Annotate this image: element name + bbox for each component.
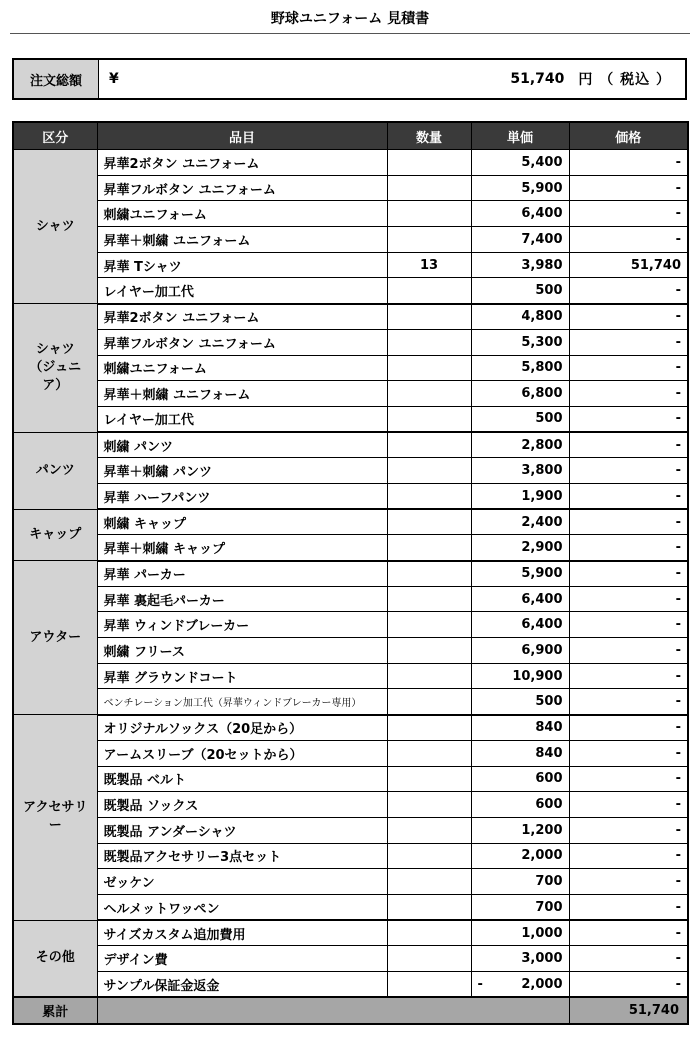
table-row <box>13 561 688 587</box>
price-cell: - <box>569 843 688 869</box>
unit-price-cell <box>471 561 569 587</box>
table-row <box>13 483 688 509</box>
unit-price-cell <box>471 663 569 689</box>
unit-price-cell <box>471 535 569 561</box>
price-cell: - <box>569 766 688 792</box>
unit-price-value: 600 <box>535 797 563 813</box>
item-name-cell: 昇華＋刺繍 パンツ <box>97 458 387 484</box>
item-name-cell: 昇華フルボタン ユニフォーム <box>97 329 387 355</box>
table-row <box>13 227 688 253</box>
unit-price-value: 1,200 <box>521 822 563 838</box>
unit-price-value: 2,000 <box>521 848 563 864</box>
table-row <box>13 843 688 869</box>
item-name-cell: 刺繍ユニフォーム <box>97 201 387 227</box>
unit-price-cell <box>471 252 569 278</box>
table-row <box>13 740 688 766</box>
price-cell: - <box>569 894 688 920</box>
table-row <box>13 406 688 432</box>
unit-price-cell <box>471 381 569 407</box>
item-name-cell: 刺繍 フリース <box>97 638 387 664</box>
unit-price-cell <box>471 946 569 972</box>
unit-price-cell <box>471 766 569 792</box>
price-cell: - <box>569 381 688 407</box>
item-name-cell: 昇華＋刺繍 ユニフォーム <box>97 227 387 253</box>
quantity-cell <box>387 920 471 946</box>
category-cell: アウター <box>13 561 97 715</box>
unit-price-cell <box>471 278 569 304</box>
unit-price-cell <box>471 638 569 664</box>
item-name-cell: アームスリーブ（20セットから） <box>97 740 387 766</box>
unit-price-value: 2,400 <box>521 514 563 530</box>
category-cell: キャップ <box>13 509 97 560</box>
unit-price-cell <box>471 689 569 715</box>
category-cell: アクセサリー <box>13 715 97 921</box>
quote-table-body <box>13 150 688 998</box>
price-cell: - <box>569 355 688 381</box>
table-row <box>13 201 688 227</box>
item-name-cell: デザイン費 <box>97 946 387 972</box>
order-total-amount-area <box>199 60 685 98</box>
price-cell: - <box>569 663 688 689</box>
unit-price-cell <box>471 612 569 638</box>
quantity-cell <box>387 406 471 432</box>
item-name-cell: 昇華 Tシャツ <box>97 252 387 278</box>
unit-price-value: 2,900 <box>521 539 563 555</box>
header-unit-price: 単価 <box>471 122 569 150</box>
table-row <box>13 715 688 741</box>
unit-price-cell <box>471 432 569 458</box>
unit-price-cell <box>471 817 569 843</box>
unit-price-value: 5,800 <box>521 360 563 376</box>
price-cell: - <box>569 329 688 355</box>
unit-price-value: 840 <box>535 745 563 761</box>
unit-price-value: 700 <box>535 899 563 915</box>
table-row <box>13 817 688 843</box>
quantity-cell <box>387 817 471 843</box>
unit-price-cell <box>471 894 569 920</box>
price-cell: - <box>569 740 688 766</box>
table-row <box>13 355 688 381</box>
price-cell: - <box>569 689 688 715</box>
unit-price-cell <box>471 792 569 818</box>
unit-price-value: 5,900 <box>521 180 563 196</box>
table-row <box>13 972 688 998</box>
quantity-cell <box>387 586 471 612</box>
unit-price-cell <box>471 586 569 612</box>
order-total-amount: 51,740 <box>510 71 565 87</box>
unit-price-value: 500 <box>535 411 563 427</box>
table-row <box>13 458 688 484</box>
unit-price-cell <box>471 329 569 355</box>
table-row <box>13 150 688 176</box>
unit-price-cell <box>471 175 569 201</box>
item-name-cell: サイズカスタム追加費用 <box>97 920 387 946</box>
item-name-cell: レイヤー加工代 <box>97 278 387 304</box>
title-divider <box>10 33 690 34</box>
quantity-cell <box>387 483 471 509</box>
table-row <box>13 175 688 201</box>
unit-price-value: 6,400 <box>521 206 563 222</box>
quantity-cell <box>387 175 471 201</box>
unit-price-cell <box>471 483 569 509</box>
item-name-cell: 既製品 ベルト <box>97 766 387 792</box>
unit-price-value: 700 <box>535 874 563 890</box>
item-name-cell: 昇華 パーカー <box>97 561 387 587</box>
unit-price-value: 3,980 <box>521 257 563 273</box>
item-name-cell: 既製品 アンダーシャツ <box>97 817 387 843</box>
item-name-cell: オリジナルソックス（20足から） <box>97 715 387 741</box>
sum-label: 累計 <box>13 997 97 1024</box>
order-total-box <box>12 58 687 100</box>
unit-price-value: 500 <box>535 694 563 710</box>
item-name-cell: 昇華 グラウンドコート <box>97 663 387 689</box>
unit-price-value: 6,400 <box>521 617 563 633</box>
item-name-cell: 既製品 ソックス <box>97 792 387 818</box>
header-quantity: 数量 <box>387 122 471 150</box>
unit-price-cell <box>471 972 569 998</box>
quantity-cell <box>387 740 471 766</box>
table-row <box>13 586 688 612</box>
quantity-cell <box>387 663 471 689</box>
unit-price-value: 4,800 <box>521 309 563 325</box>
order-total-label: 注文総額 <box>14 60 99 98</box>
quantity-cell <box>387 972 471 998</box>
unit-price-cell <box>471 715 569 741</box>
table-row <box>13 535 688 561</box>
price-cell: - <box>569 535 688 561</box>
item-name-cell: レイヤー加工代 <box>97 406 387 432</box>
unit-price-value: 5,900 <box>521 566 563 582</box>
header-price: 価格 <box>569 122 688 150</box>
table-row <box>13 329 688 355</box>
unit-price-value: 6,900 <box>521 642 563 658</box>
quantity-cell <box>387 227 471 253</box>
item-name-cell: 昇華 ハーフパンツ <box>97 483 387 509</box>
item-name-cell: 昇華2ボタン ユニフォーム <box>97 150 387 176</box>
unit-price-value: 3,800 <box>521 463 563 479</box>
quantity-cell <box>387 715 471 741</box>
quantity-cell <box>387 150 471 176</box>
currency-symbol: ¥ <box>109 71 119 87</box>
unit-price-value: 10,900 <box>512 668 563 684</box>
item-name-cell: サンプル保証金返金 <box>97 972 387 998</box>
price-cell: 51,740 <box>569 252 688 278</box>
unit-price-cell <box>471 920 569 946</box>
item-name-cell: 既製品アクセサリー3点セット <box>97 843 387 869</box>
quantity-cell <box>387 535 471 561</box>
quantity-cell <box>387 304 471 330</box>
table-row <box>13 304 688 330</box>
unit-price-value: 840 <box>535 720 563 736</box>
item-name-cell: ゼッケン <box>97 869 387 895</box>
table-row <box>13 663 688 689</box>
quantity-cell <box>387 792 471 818</box>
header-category: 区分 <box>13 122 97 150</box>
quantity-cell <box>387 766 471 792</box>
quantity-cell <box>387 432 471 458</box>
table-row <box>13 432 688 458</box>
quantity-cell <box>387 381 471 407</box>
sum-value: 51,740 <box>569 997 688 1024</box>
price-cell: - <box>569 483 688 509</box>
unit-price-value: 6,400 <box>521 591 563 607</box>
price-cell: - <box>569 304 688 330</box>
item-name-cell: 刺繍 パンツ <box>97 432 387 458</box>
item-name-cell: 昇華フルボタン ユニフォーム <box>97 175 387 201</box>
item-name-cell: 昇華 裏起毛パーカー <box>97 586 387 612</box>
quantity-cell <box>387 329 471 355</box>
table-row <box>13 509 688 535</box>
unit-price-cell <box>471 843 569 869</box>
quantity-cell <box>387 612 471 638</box>
price-cell: - <box>569 869 688 895</box>
tax-included-note: 円 （ 税込 ） <box>578 72 671 88</box>
unit-price-value: 5,300 <box>521 334 563 350</box>
quantity-cell <box>387 689 471 715</box>
category-cell: シャツ <box>13 150 97 304</box>
price-cell: - <box>569 920 688 946</box>
table-row <box>13 252 688 278</box>
item-name-cell: ベンチレーション加工代（昇華ウィンドブレーカー専用） <box>97 689 387 715</box>
unit-price-cell <box>471 355 569 381</box>
item-name-cell: 昇華 ウィンドブレーカー <box>97 612 387 638</box>
table-row <box>13 381 688 407</box>
category-cell: パンツ <box>13 432 97 509</box>
unit-price-cell <box>471 740 569 766</box>
quote-table <box>12 121 689 1025</box>
price-cell: - <box>569 201 688 227</box>
unit-price-value: 1,000 <box>521 925 563 941</box>
table-row <box>13 792 688 818</box>
price-cell: - <box>569 586 688 612</box>
unit-price-cell <box>471 227 569 253</box>
table-header-row <box>13 122 688 150</box>
price-cell: - <box>569 150 688 176</box>
sum-blank-cell <box>97 997 569 1024</box>
unit-price-value: 6,800 <box>521 386 563 402</box>
unit-price-value: 5,400 <box>521 154 563 170</box>
item-name-cell: ヘルメットワッペン <box>97 894 387 920</box>
price-cell: - <box>569 612 688 638</box>
price-cell: - <box>569 175 688 201</box>
table-row <box>13 869 688 895</box>
quantity-cell <box>387 561 471 587</box>
unit-price-value: 600 <box>535 771 563 787</box>
quantity-cell: 13 <box>387 252 471 278</box>
table-row <box>13 894 688 920</box>
unit-price-value: 3,000 <box>521 951 563 967</box>
category-cell: シャツ （ジュニア） <box>13 304 97 432</box>
quantity-cell <box>387 201 471 227</box>
table-row <box>13 766 688 792</box>
quantity-cell <box>387 355 471 381</box>
price-cell: - <box>569 817 688 843</box>
sum-row <box>13 997 688 1024</box>
document-title: 野球ユニフォーム 見積書 <box>270 11 430 27</box>
item-name-cell: 昇華＋刺繍 キャップ <box>97 535 387 561</box>
unit-price-cell <box>471 458 569 484</box>
quantity-cell <box>387 894 471 920</box>
category-cell: その他 <box>13 920 97 997</box>
unit-price-cell <box>471 406 569 432</box>
table-row <box>13 278 688 304</box>
unit-price-value: 500 <box>535 283 563 299</box>
price-cell: - <box>569 638 688 664</box>
table-row <box>13 920 688 946</box>
item-name-cell: 昇華2ボタン ユニフォーム <box>97 304 387 330</box>
price-cell: - <box>569 946 688 972</box>
price-cell: - <box>569 432 688 458</box>
price-cell: - <box>569 458 688 484</box>
price-cell: - <box>569 406 688 432</box>
header-item: 品目 <box>97 122 387 150</box>
unit-price-cell <box>471 509 569 535</box>
negative-sign: - <box>477 976 483 992</box>
quantity-cell <box>387 869 471 895</box>
unit-price-value: 2,800 <box>521 437 563 453</box>
price-cell: - <box>569 792 688 818</box>
price-cell: - <box>569 972 688 998</box>
quantity-cell <box>387 509 471 535</box>
quantity-cell <box>387 458 471 484</box>
item-name-cell: 刺繍 キャップ <box>97 509 387 535</box>
price-cell: - <box>569 227 688 253</box>
price-cell: - <box>569 278 688 304</box>
unit-price-cell <box>471 304 569 330</box>
table-row <box>13 689 688 715</box>
price-cell: - <box>569 715 688 741</box>
price-cell: - <box>569 509 688 535</box>
unit-price-value: 1,900 <box>521 488 563 504</box>
item-name-cell: 昇華＋刺繍 ユニフォーム <box>97 381 387 407</box>
price-cell: - <box>569 561 688 587</box>
unit-price-cell <box>471 201 569 227</box>
table-row <box>13 638 688 664</box>
quantity-cell <box>387 278 471 304</box>
quantity-cell <box>387 843 471 869</box>
unit-price-value: 2,000 <box>521 976 563 992</box>
item-name-cell: 刺繍ユニフォーム <box>97 355 387 381</box>
unit-price-cell <box>471 869 569 895</box>
unit-price-value: 7,400 <box>521 231 563 247</box>
table-row <box>13 946 688 972</box>
unit-price-cell <box>471 150 569 176</box>
quantity-cell <box>387 638 471 664</box>
table-row <box>13 612 688 638</box>
quantity-cell <box>387 946 471 972</box>
